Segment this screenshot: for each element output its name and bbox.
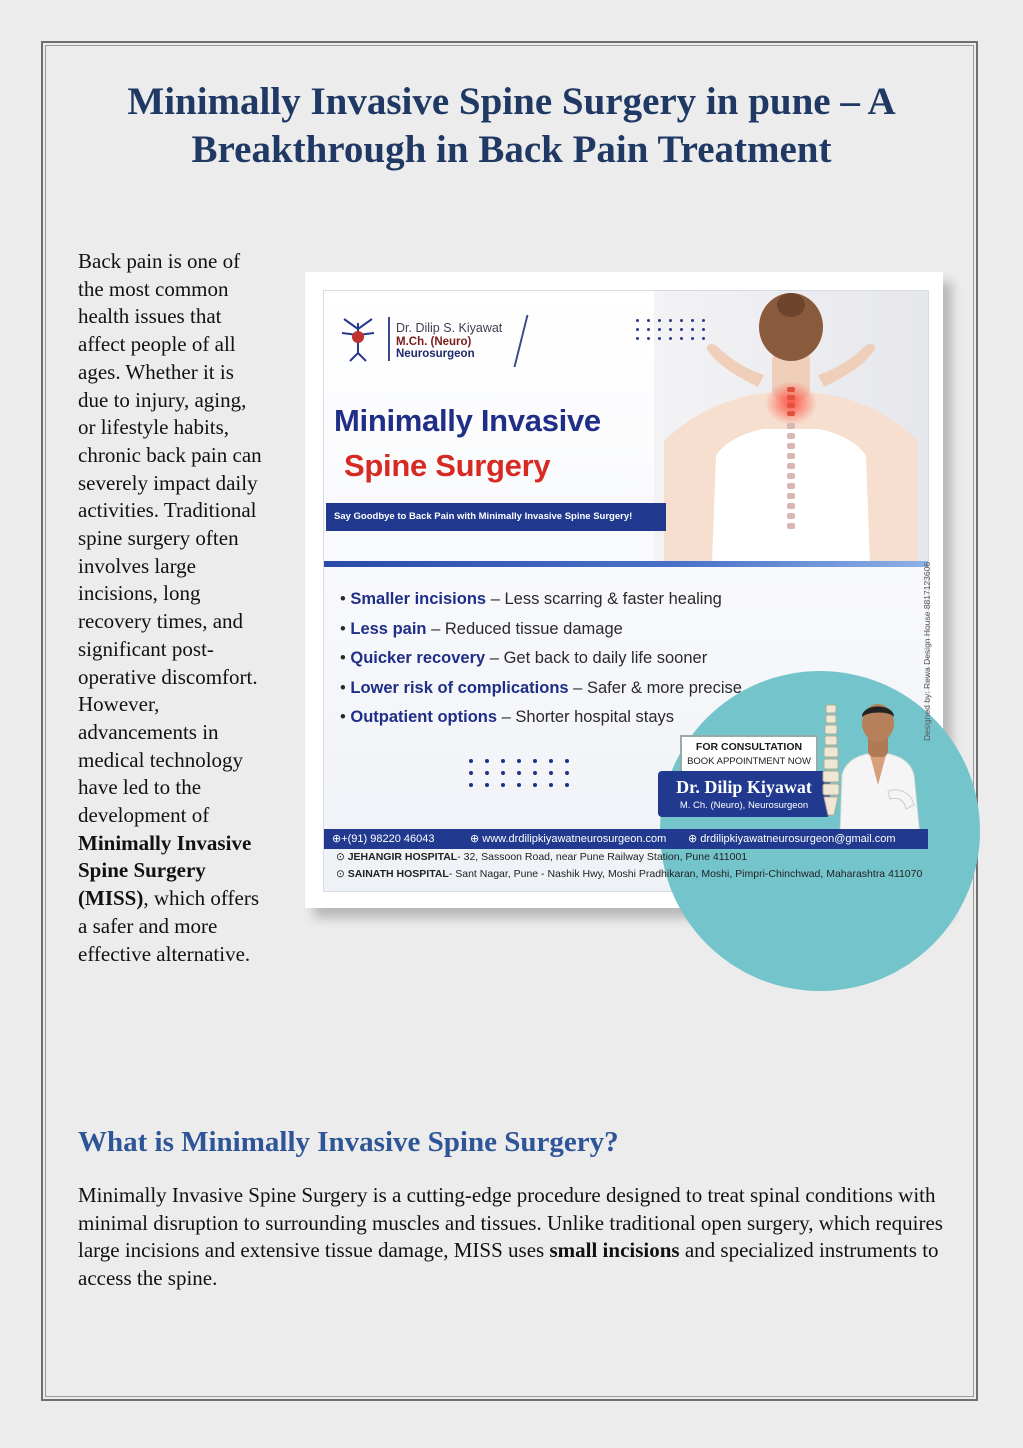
intro-text: Back pain is one of the most common health issues that affect people of all ages. Whether it is due to injury, aging, or lifestyle habits, chronic back pain can severely impact daily activities. Traditional spine surgery often involves large incisions, long recovery times, and significant post-operative discomfort. However, advancements in medical technology have led to the development of [78,249,262,828]
list-item: • Less pain – Reduced tissue damage [340,619,623,638]
section-paragraph [78,1182,968,1293]
hospital-address-1: ⊙ JEHANGIR HOSPITAL- 32, Sassoon Road, near Pune Railway Station, Pune 411001 [336,851,748,863]
poster-tagline: Say Goodbye to Back Pain with Minimally Invasive Spine Surgery! [326,503,666,531]
intro-text-end: , which offers a safer and more effective alternative. [78,886,260,966]
doctor-credential: M. Ch. (Neuro), Neurosurgeon [679,800,809,811]
doctor-name-badge [658,771,830,817]
designer-credit: Designed by: Rewa Design House 8817123606 [922,561,932,741]
advertisement-image [305,272,943,908]
contact-bar [324,829,928,849]
poster-content [323,290,932,892]
consultation-box [680,735,818,775]
neuron-logo-icon [336,313,380,363]
poster-headline-line2: Spine Surgery [344,448,551,483]
decorative-dots-bottom [469,759,568,787]
poster-headline-line1: Minimally Invasive [334,403,601,438]
benefits-list [340,585,742,733]
logo-doctor-name: Dr. Dilip S. Kiyawat [396,321,503,335]
hospital-address-2: ⊙ SAINATH HOSPITAL- Sant Nagar, Pune - Nashik Hwy, Moshi Pradhikaran, Moshi, Pimpri-Chinchwad, Maharashtra 411070 [336,868,923,880]
intro-bold-term: Minimally Invasive Spine Surgery (MISS) [78,830,252,911]
logo-role: Neurosurgeon [396,348,475,360]
section-bold-term: small incisions [549,1238,680,1263]
logo-separator [388,317,390,361]
website-link: ⊕ www.drdilipkiyawatneurosurgeon.com [470,833,667,845]
page-title: Minimally Invasive Spine Surgery in pune – A Breakthrough in Back Pain Treatment [127,80,896,171]
logo-slash [514,315,529,367]
section-text-end: and specialized instruments to access the spine. [78,1238,939,1291]
list-item: • Quicker recovery – Get back to daily life sooner [340,649,708,667]
list-item: • Smaller incisions – Less scarring & faster healing [340,590,722,608]
doctor-logo [336,313,526,369]
doctor-name: Dr. Dilip Kiyawat [676,777,812,797]
section-text: Minimally Invasive Spine Surgery is a cutting-edge procedure designed to treat spinal conditions with minimal disruption to surrounding muscles and tissues. Unlike traditional open surgery, which requires large incisions and extensive tissue damage, MISS uses [78,1183,943,1263]
book-appointment-label: BOOK APPOINTMENT NOW [687,756,811,767]
phone-number: ⊕+(91) 98220 46043 [332,833,435,845]
poster-divider [324,561,928,567]
doctor-photo [832,695,924,837]
section-heading: What is Minimally Invasive Spine Surgery? [78,1126,619,1158]
email-address: ⊕ drdilipkiyawatneurosurgeon@gmail.com [688,833,896,845]
decorative-dots-top [636,319,705,340]
consultation-label: FOR CONSULTATION [695,741,803,753]
list-item: • Lower risk of complications – Safer & more precise [340,678,742,697]
list-item: • Outpatient options – Shorter hospital stays [340,708,675,726]
logo-credential: M.Ch. (Neuro) [396,336,472,348]
